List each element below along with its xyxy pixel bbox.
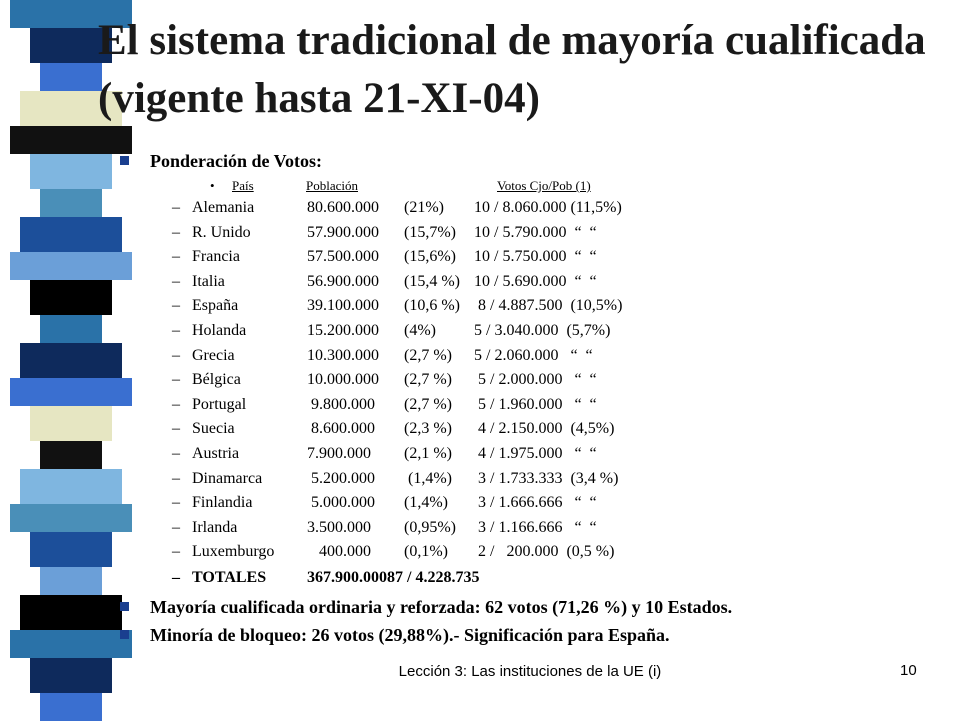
stripe-segment bbox=[30, 658, 112, 694]
votes-cell: 2 / 200.000 (0,5 %) bbox=[474, 543, 615, 561]
country-cell: Dinamarca bbox=[192, 469, 263, 487]
header-votos: Votos Cjo/Pob (1) bbox=[497, 178, 591, 193]
stripe-segment bbox=[10, 378, 132, 407]
footer-lesson: Lección 3: Las instituciones de la UE (i) bbox=[398, 663, 662, 680]
votes-cell: 4 / 2.150.000 (4,5%) bbox=[474, 420, 615, 438]
stripe-segment bbox=[30, 532, 112, 568]
stripe-segment bbox=[30, 154, 112, 190]
percent-cell: (2,3 %) bbox=[404, 420, 452, 438]
bullet-square-icon bbox=[120, 630, 129, 639]
population-cell: 8.600.000 bbox=[307, 420, 375, 438]
votes-cell: 5 / 1.960.000 “ “ bbox=[474, 395, 597, 413]
votes-cell: 10 / 5.790.000 “ “ bbox=[474, 223, 597, 241]
country-cell: Holanda bbox=[192, 322, 247, 339]
votes-cell: 10 / 8.060.000 (11,5%) bbox=[474, 199, 622, 216]
population-cell: 57.900.000 bbox=[307, 223, 379, 241]
percent-cell: (15,6%) bbox=[404, 248, 456, 266]
votes-cell: 4 / 1.975.000 “ “ bbox=[474, 445, 597, 462]
percent-cell: (15,7%) bbox=[404, 223, 456, 241]
population-cell: 5.000.000 bbox=[307, 494, 375, 512]
country-cell: Irlanda bbox=[192, 518, 238, 536]
stripe-segment bbox=[40, 189, 102, 218]
votes-cell: 3 / 1.733.333 (3,4 %) bbox=[474, 469, 619, 487]
totals-label: TOTALES bbox=[192, 569, 267, 586]
votes-cell: 3 / 1.166.666 “ “ bbox=[474, 518, 597, 536]
country-cell: Bélgica bbox=[192, 371, 241, 389]
population-cell: 57.500.000 bbox=[307, 248, 379, 266]
country-cell: Italia bbox=[192, 272, 225, 290]
votes-cell: 10 / 5.750.000 “ “ bbox=[474, 248, 597, 266]
country-cell: Austria bbox=[192, 445, 240, 462]
country-cell: Francia bbox=[192, 248, 240, 266]
votes-cell: 5 / 3.040.000 (5,7%) bbox=[474, 322, 611, 339]
population-cell: 10.000.000 bbox=[307, 371, 379, 389]
page-number: 10 bbox=[900, 662, 917, 679]
percent-cell: (2,7 %) bbox=[404, 395, 452, 413]
stripe-segment bbox=[40, 63, 102, 92]
votes-cell: 10 / 5.690.000 “ “ bbox=[474, 272, 597, 290]
country-cell: Portugal bbox=[192, 395, 247, 413]
population-cell: 10.300.000 bbox=[307, 346, 379, 364]
population-cell: 56.900.000 bbox=[307, 272, 379, 290]
stripe-segment bbox=[10, 630, 132, 659]
stripe-segment bbox=[40, 441, 102, 470]
stripe-segment bbox=[20, 217, 122, 253]
percent-cell: (21%) bbox=[404, 199, 444, 216]
country-cell: Alemania bbox=[192, 199, 255, 216]
stripe-segment bbox=[40, 315, 102, 344]
population-cell: 39.100.000 bbox=[307, 297, 379, 315]
votes-cell: 5 / 2.060.000 “ “ bbox=[474, 346, 593, 364]
country-cell: Luxemburgo bbox=[192, 543, 275, 561]
mayoria-text: Mayoría cualificada ordinaria y reforzada: 62 votos (71,26 %) y 10 Estados. bbox=[150, 597, 733, 617]
section-heading: Ponderación de Votos: bbox=[150, 151, 323, 171]
votes-cell: 5 / 2.000.000 “ “ bbox=[474, 371, 597, 389]
votes-cell: 8 / 4.887.500 (10,5%) bbox=[474, 297, 623, 315]
header-poblacion: Población bbox=[306, 178, 358, 193]
stripe-segment bbox=[20, 343, 122, 379]
minoria-text: Minoría de bloqueo: 26 votos (29,88%).- Significación para España. bbox=[150, 625, 670, 645]
bullet-square-icon bbox=[120, 602, 129, 611]
stripe-segment bbox=[40, 567, 102, 596]
percent-cell: (0,95%) bbox=[404, 518, 456, 536]
country-cell: Finlandia bbox=[192, 494, 253, 512]
votes-cell: 3 / 1.666.666 “ “ bbox=[474, 494, 597, 512]
stripe-segment bbox=[20, 595, 122, 631]
country-cell: R. Unido bbox=[192, 223, 251, 241]
percent-cell: (1,4%) bbox=[404, 494, 448, 512]
stripe-segment bbox=[40, 693, 102, 722]
header-pais: País bbox=[232, 178, 254, 193]
totals-value: 367.900.00087 / 4.228.735 bbox=[307, 569, 480, 586]
country-cell: Grecia bbox=[192, 346, 235, 364]
country-cell: España bbox=[192, 297, 239, 315]
stripe-segment bbox=[30, 280, 112, 316]
percent-cell: (2,1 %) bbox=[404, 445, 452, 462]
stripe-segment bbox=[10, 252, 132, 281]
stripe-segment bbox=[10, 504, 132, 533]
population-cell: 9.800.000 bbox=[307, 395, 375, 413]
dot-bullet-icon: • bbox=[210, 178, 215, 193]
percent-cell: (2,7 %) bbox=[404, 346, 452, 364]
stripe-segment bbox=[20, 469, 122, 505]
percent-cell: (4%) bbox=[404, 322, 436, 339]
population-cell: 15.200.000 bbox=[307, 322, 379, 339]
percent-cell: (1,4%) bbox=[404, 469, 452, 487]
percent-cell: (0,1%) bbox=[404, 543, 448, 561]
percent-cell: (10,6 %) bbox=[404, 297, 460, 315]
percent-cell: (15,4 %) bbox=[404, 272, 460, 290]
population-cell: 400.000 bbox=[307, 543, 371, 561]
percent-cell: (2,7 %) bbox=[404, 371, 452, 389]
population-cell: 80.600.000 bbox=[307, 199, 379, 216]
stripe-segment bbox=[10, 126, 132, 155]
country-cell: Suecia bbox=[192, 420, 235, 438]
stripe-segment bbox=[30, 406, 112, 442]
population-cell: 5.200.000 bbox=[307, 469, 375, 487]
population-cell: 3.500.000 bbox=[307, 518, 371, 536]
decorative-color-stripe bbox=[0, 0, 96, 720]
population-cell: 7.900.000 bbox=[307, 445, 371, 462]
slide-title: El sistema tradicional de mayoría cualificada (vigente hasta 21-XI-04) bbox=[98, 17, 926, 122]
bullet-square-icon bbox=[120, 156, 129, 165]
